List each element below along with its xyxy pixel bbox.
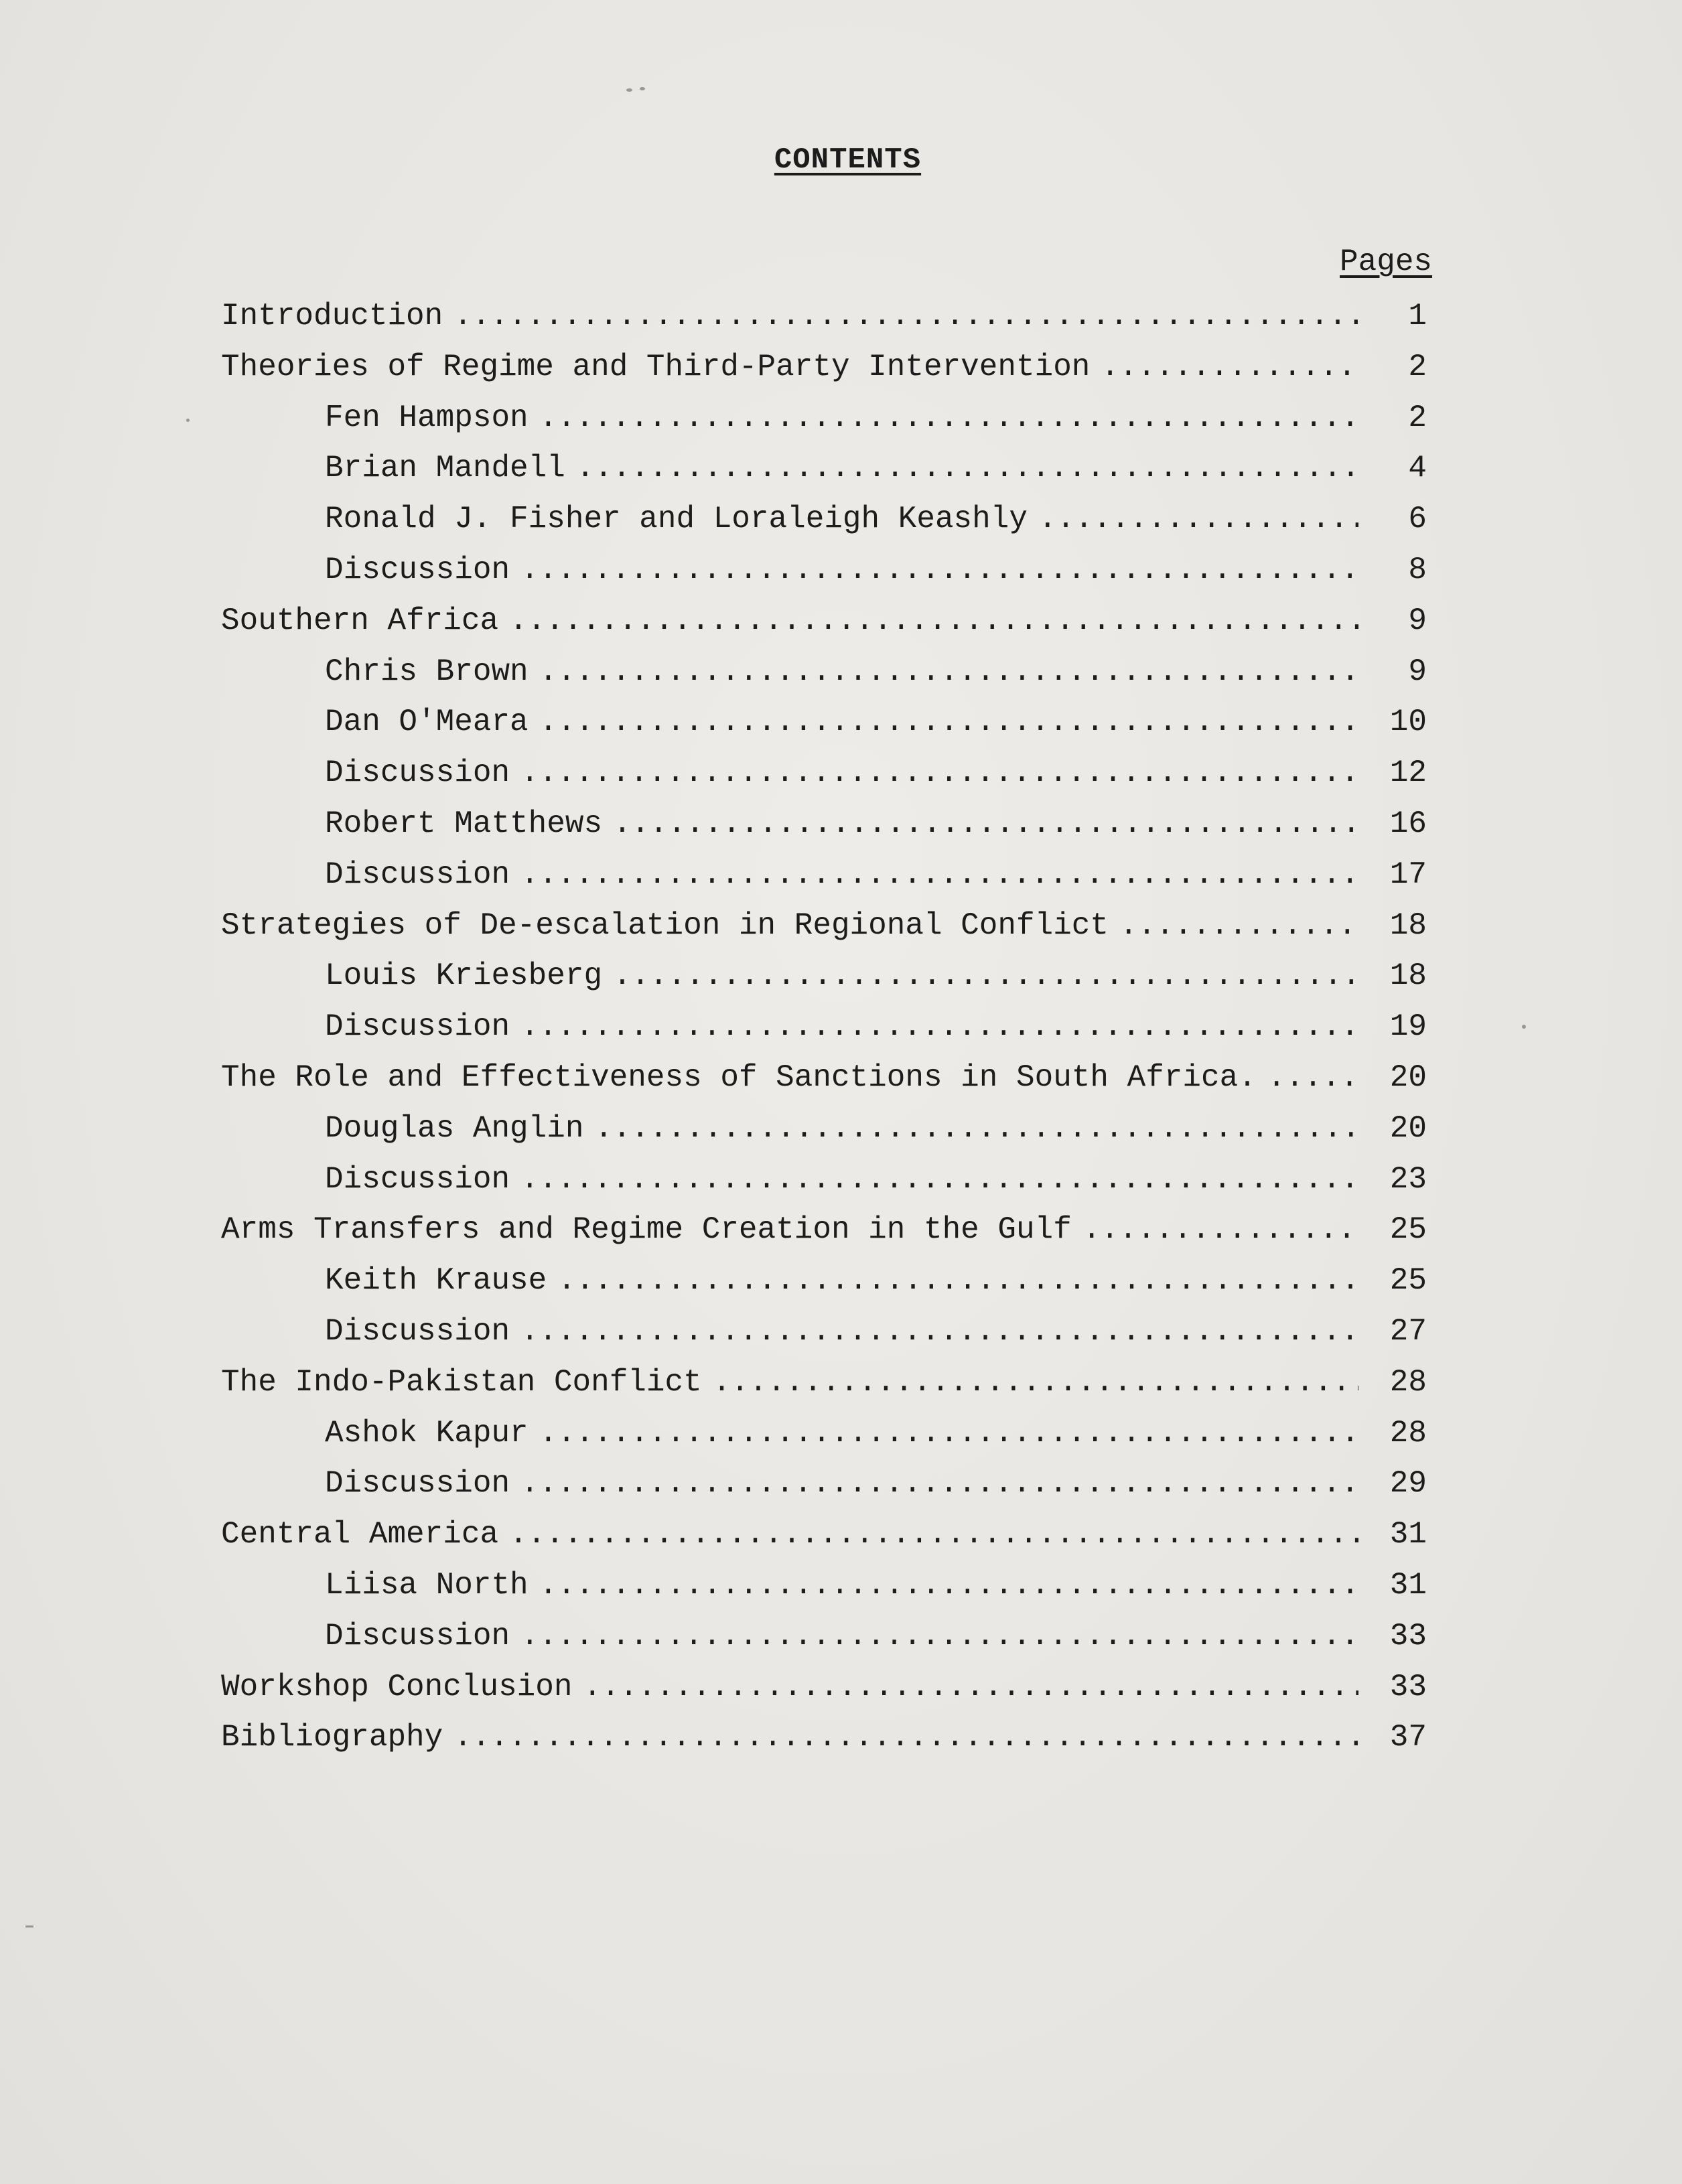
toc-entry: [221, 1560, 1427, 1611]
toc-entry-page: 27: [1389, 1313, 1427, 1349]
toc-entry: [221, 1358, 1427, 1408]
dot-leader: [576, 443, 1358, 494]
dot-leader: [557, 1256, 1358, 1307]
toc-entry-title: Discussion: [325, 1161, 510, 1197]
dot-leader: [613, 799, 1358, 850]
toc-entry: [221, 1205, 1427, 1256]
dot-leader: [520, 545, 1358, 596]
toc-entry-title: Louis Kriesberg: [325, 958, 603, 994]
toc-entry-title: Bibliography: [221, 1720, 443, 1755]
toc-entry: [221, 1307, 1427, 1358]
dot-leader: [520, 850, 1358, 901]
toc-entry-page: 28: [1389, 1415, 1427, 1451]
toc-entry-title: Southern Africa: [221, 603, 499, 638]
dot-leader: [453, 291, 1358, 342]
toc-entry: [221, 342, 1427, 393]
toc-entry: [221, 1662, 1427, 1713]
toc-entry: [221, 1510, 1427, 1560]
pages-column-heading: Pages: [1340, 244, 1433, 279]
toc-entry-title: Fen Hampson: [325, 400, 529, 435]
toc-entry-title: Chris Brown: [325, 654, 529, 689]
dot-leader: [520, 1611, 1358, 1662]
toc-entry-title: Discussion: [325, 1313, 510, 1349]
toc-entry-page: 31: [1389, 1567, 1427, 1603]
dot-leader: [583, 1662, 1359, 1713]
dot-leader: [1101, 342, 1358, 393]
toc-entry-title: Brian Mandell: [325, 451, 565, 486]
toc-entry: [221, 647, 1427, 698]
toc-entry-title: Keith Krause: [325, 1263, 547, 1299]
toc-entry-title: Douglas Anglin: [325, 1110, 584, 1146]
toc-entry-page: 33: [1389, 1618, 1427, 1654]
dot-leader: [594, 1104, 1358, 1155]
toc-entry-title: Discussion: [325, 857, 510, 892]
dot-leader: [509, 596, 1358, 647]
dot-leader: [1267, 1053, 1358, 1104]
toc-entry-title: Theories of Regime and Third-Party Intervention: [221, 349, 1091, 384]
dot-leader: [713, 1358, 1358, 1408]
toc-entry-title: Ashok Kapur: [325, 1415, 529, 1451]
toc-entry-page: 28: [1389, 1364, 1427, 1400]
toc-entry-title: Dan O'Meara: [325, 705, 529, 740]
toc-entry-page: 17: [1389, 857, 1427, 892]
toc-entry: [221, 1155, 1427, 1206]
toc-entry-title: Arms Transfers and Regime Creation in the Gulf: [221, 1212, 1072, 1248]
toc-entry-title: Central America: [221, 1517, 499, 1552]
toc-entry-page: 18: [1389, 958, 1427, 994]
toc-entry: [221, 799, 1427, 850]
dot-leader: [520, 748, 1358, 799]
toc-entry-page: 23: [1389, 1161, 1427, 1197]
toc-entry-title: Strategies of De-escalation in Regional Conflict: [221, 907, 1109, 943]
toc-entry: [221, 1256, 1427, 1307]
toc-entry: [221, 1104, 1427, 1155]
toc-entry-page: 16: [1389, 806, 1427, 841]
dot-leader: [520, 1459, 1358, 1510]
dot-leader: [613, 951, 1358, 1002]
toc-entry-page: 10: [1389, 705, 1427, 740]
toc-entry-title: Liisa North: [325, 1567, 529, 1603]
toc-entry: [221, 748, 1427, 799]
toc-entry-page: 2: [1408, 400, 1427, 435]
toc-entry-page: 8: [1408, 552, 1427, 587]
toc-entry-page: 2: [1408, 349, 1427, 384]
dot-leader: [539, 1408, 1358, 1459]
dot-leader: [1119, 901, 1358, 952]
toc-entry-page: 25: [1389, 1212, 1427, 1248]
toc-entry: [221, 291, 1427, 342]
toc-entry: [221, 494, 1427, 545]
toc-entry-page: 20: [1389, 1110, 1427, 1146]
toc-entry-page: 20: [1389, 1060, 1427, 1095]
dot-leader: [1082, 1205, 1358, 1256]
toc-entry: [221, 1408, 1427, 1459]
toc-entry: [221, 443, 1427, 494]
toc-entry: [221, 1713, 1427, 1763]
dot-leader: [539, 647, 1358, 698]
table-of-contents: [221, 291, 1427, 1763]
toc-entry-title: Workshop Conclusion: [221, 1669, 573, 1704]
scan-speck: [25, 1925, 33, 1927]
dot-leader: [1038, 494, 1358, 545]
toc-entry-page: 4: [1408, 451, 1427, 486]
dot-leader: [539, 393, 1358, 444]
toc-entry-title: Introduction: [221, 299, 443, 334]
toc-entry: [221, 596, 1427, 647]
toc-entry-page: 33: [1389, 1669, 1427, 1704]
toc-entry: [221, 545, 1427, 596]
toc-entry: [221, 1611, 1427, 1662]
scan-speck: [1522, 1025, 1526, 1029]
toc-entry: [221, 951, 1427, 1002]
toc-entry: [221, 1053, 1427, 1104]
toc-entry: [221, 393, 1427, 444]
dot-leader: [520, 1307, 1358, 1358]
toc-entry-page: 19: [1389, 1009, 1427, 1045]
dot-leader: [520, 1002, 1358, 1053]
scan-speck: [640, 87, 645, 90]
toc-entry: [221, 901, 1427, 952]
dot-leader: [539, 697, 1358, 748]
toc-entry: [221, 697, 1427, 748]
scan-speck: [186, 419, 190, 422]
toc-entry-page: 18: [1389, 907, 1427, 943]
toc-entry-title: Discussion: [325, 1618, 510, 1654]
toc-entry-page: 25: [1389, 1263, 1427, 1299]
toc-entry-title: The Indo-Pakistan Conflict: [221, 1364, 702, 1400]
toc-entry: [221, 1459, 1427, 1510]
toc-entry: [221, 1002, 1427, 1053]
contents-title: CONTENTS: [774, 143, 922, 177]
toc-entry-page: 29: [1389, 1466, 1427, 1502]
toc-entry-title: Discussion: [325, 755, 510, 791]
toc-entry-page: 9: [1408, 603, 1427, 638]
dot-leader: [453, 1713, 1358, 1763]
toc-entry-page: 1: [1408, 299, 1427, 334]
dot-leader: [509, 1510, 1358, 1560]
toc-entry-title: Discussion: [325, 1009, 510, 1045]
toc-entry-title: Discussion: [325, 552, 510, 587]
toc-entry-page: 9: [1408, 654, 1427, 689]
toc-entry: [221, 850, 1427, 901]
toc-entry-title: Robert Matthews: [325, 806, 603, 841]
dot-leader: [520, 1155, 1358, 1206]
toc-entry-page: 37: [1389, 1720, 1427, 1755]
scan-speck: [626, 88, 632, 92]
toc-entry-title: The Role and Effectiveness of Sanctions in South Africa.: [221, 1060, 1257, 1095]
toc-entry-page: 6: [1408, 502, 1427, 537]
toc-entry-page: 31: [1389, 1517, 1427, 1552]
toc-entry-title: Ronald J. Fisher and Loraleigh Keashly: [325, 502, 1028, 537]
toc-entry-title: Discussion: [325, 1466, 510, 1502]
dot-leader: [539, 1560, 1358, 1611]
toc-entry-page: 12: [1389, 755, 1427, 791]
